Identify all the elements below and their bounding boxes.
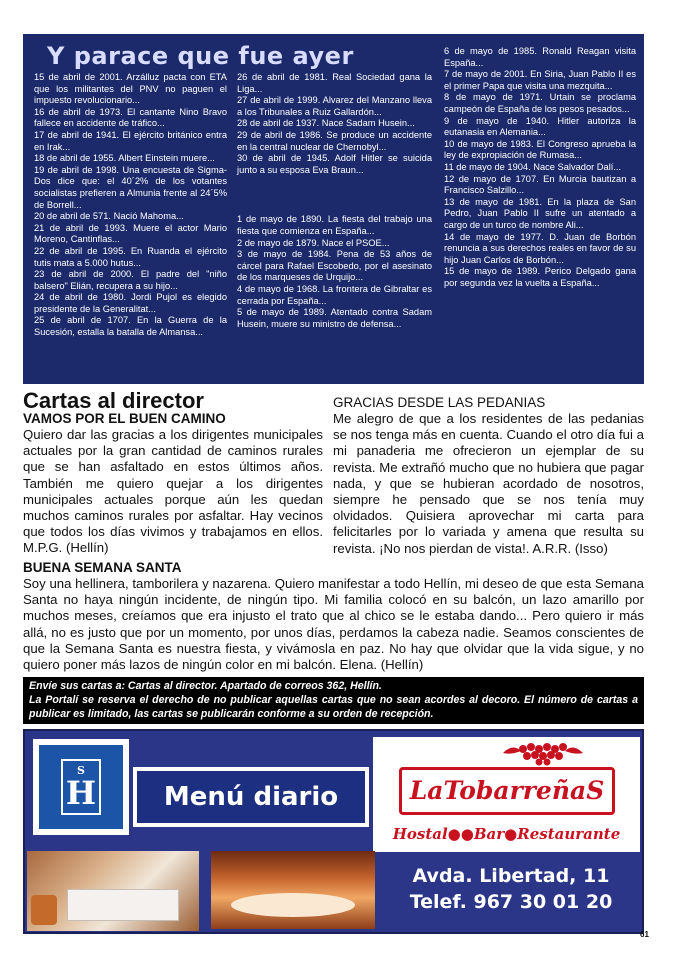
ayer-entry: 12 de mayo de 1707. En Murcia bautizan a Francisco Salzillo...	[444, 173, 636, 196]
ayer-entry: 27 de abril de 1999. Alvarez del Manzano lleva a los Tribunales a Ruiz Gallardón...	[237, 95, 432, 117]
ayer-entry: 13 de mayo de 1981. En la plaza de San Pedro, Juan Pablo II sufre un atentado a cargo de un turco de nombre Ali...	[444, 196, 636, 230]
ayer-column-1	[34, 72, 227, 339]
advertisement	[23, 729, 644, 934]
hostal-sign-background	[39, 745, 123, 829]
ayer-entry: 17 de abril de 1941. El ejército británico entra en Irak...	[34, 129, 227, 152]
ayer-entry: 10 de mayo de 1983. El Congreso aprueba la ley de expropiación de Rumasa...	[444, 138, 636, 161]
letter-2-heading: GRACIAS DESDE LAS PEDANIAS	[333, 395, 546, 410]
bed-shape	[67, 889, 179, 921]
business-type: Hostal●●Bar●Restaurante	[392, 825, 621, 843]
ayer-entry: 11 de mayo de 1904. Nace Salvador Dalí...	[444, 161, 622, 172]
restaurant-logo	[373, 737, 640, 852]
ayer-entry: 14 de mayo de 1977. D. Juan de Borbón renuncia a sus derechos reales en favor de su hijo Juan Carlos de Borbón...	[444, 231, 636, 265]
letter-3	[23, 560, 644, 673]
ayer-section	[23, 34, 644, 384]
ayer-entry: 20 de abril de 571. Nació Mahoma...	[34, 211, 184, 222]
letter-3-heading: BUENA SEMANA SANTA	[23, 560, 182, 575]
menu-label: Menú diario	[137, 771, 365, 823]
cartas-title: Cartas al director	[23, 388, 204, 413]
ayer-column-3	[444, 46, 636, 289]
hostal-sign-s: S	[77, 764, 85, 777]
ayer-entry: 8 de mayo de 1971. Urtain se proclama campeón de España de los pesos pesados...	[444, 92, 636, 114]
menu-banner	[133, 767, 369, 827]
contact-info	[383, 863, 639, 915]
table-shape	[231, 893, 355, 917]
ayer-entry: 28 de abril de 1937. Nace Sadam Husein...	[237, 118, 415, 129]
grapes-icon	[493, 741, 593, 767]
letter-3-body: Soy una hellinera, tamborilera y nazarena. Quiero manifestar a todo Hellín, mi deseo de que esta Semana Santa no haya ningún incidente, de ningún tipo. Mi familia colocó en su balcón, un lazo amarillo por muchos meses, creíamos que era injusto el trato que al chico se le estaba dando... Pero quiero ir más allá, no es justo que por un momento, por unos días, perdamos la cabeza nadie. Seamos conscientes de que la Semana Santa es nuestra fiesta, y vivámosla en paz. No hay que olvidar que la vida sigue, y no quiero poner más lazos de ningún color en mi balcón. Elena. (Hellín)	[23, 576, 644, 673]
ayer-entry: 29 de abril de 1986. Se produce un accidente en la central nuclear de Chernobyl...	[237, 129, 432, 152]
hostal-sign-frame	[61, 759, 101, 815]
letter-1-heading: VAMOS POR EL BUEN CAMINO	[23, 411, 226, 426]
ayer-entry: 15 de abril de 2001. Arzálluz pacta con ETA que los militantes del PNV no paguen el impuesto revolucionario...	[34, 72, 227, 106]
letters-section	[23, 389, 644, 675]
letter-2-body: Me alegro de que a los residentes de las pedanias se nos tenga más en cuenta. Cuando el otro día fui a mi panaderia me ofrecieron un ejemplar de su revista. Me extrañó mucho que no hubiera que pagar nada, y que se hubieran acordado de nosotros, siempre he pensado que se nos tenía muy olvidados. Quisiera aprovechar mi carta para felicitarles por lo variada y amena que resulta su revista. ¡No nos pierdan de vista!. A.R.R. (Isso)	[333, 411, 644, 556]
ayer-entry: 18 de abril de 1955. Albert Einstein muere...	[34, 153, 215, 164]
phone: Telef. 967 30 01 20	[409, 891, 613, 913]
ayer-entry: 19 de abril de 1998. Una encuesta de Sigma-Dos dice que: el 40´2% de los votantes socialistas prefieren a Almunia frente al 24´5% de Borrell...	[34, 164, 227, 210]
address: Avda. Libertad, 11	[412, 865, 610, 887]
page-number: 61	[640, 930, 649, 939]
notice-address: Envíe sus cartas a: Cartas al director. Apartado de correos 362, Hellín.	[29, 680, 382, 692]
ayer-entry: 9 de mayo de 1940. Hitler autoriza la eutanasia en Alemania...	[444, 115, 636, 138]
notice-policy: La Portalí se reserva el derecho de no publicar aquellas cartas que no sean acordes al decoro. El número de cartas a publicar es limitado, las cartas se publicarán conforme a su orden de recepción.	[29, 694, 638, 720]
hostal-sign-h: H	[65, 774, 97, 812]
ayer-entry: 5 de mayo de 1989. Atentado contra Sadam Husein, muere su ministro de defensa...	[237, 307, 432, 329]
column-spacer	[237, 176, 432, 214]
brand-banner	[399, 767, 615, 815]
letter-1-body: Quiero dar las gracias a los dirigentes municipales actuales por la gran cantidad de caminos rurales que se han asfaltado en estos últimos años. También me quiero quejar a los dirigentes municipales actuales porque aún les quedan muchos caminos rurales por asfaltar. Hay vecinos que todos los días vivimos y trabajamos en ellos. M.P.G. (Hellín)	[23, 427, 323, 556]
ayer-entry: 6 de mayo de 1985. Ronald Reagan visita España...	[444, 46, 636, 68]
letter-1	[23, 411, 323, 557]
ayer-entry: 16 de abril de 1973. El cantante Nino Bravo fallece en accidente de tráfico...	[34, 106, 227, 129]
ayer-title: Y parace que fue ayer	[47, 42, 354, 70]
ayer-entry: 3 de mayo de 1984. Pena de 53 años de cárcel para Rafael Escobedo, por el asesinato de los marqueses de Urquijo...	[237, 249, 432, 283]
ayer-entry: 22 de abril de 1995. En Ruanda el ejército tutis mata a 5.000 hutus...	[34, 245, 227, 268]
ayer-entry: 2 de mayo de 1879. Nace el PSOE...	[237, 237, 390, 248]
room-photo	[27, 851, 199, 931]
ayer-entry: 21 de abril de 1993. Muere el actor Mario Moreno, Cantinflas...	[34, 222, 227, 245]
hostal-sign-icon	[33, 739, 129, 835]
ayer-entry: 4 de mayo de 1968. La frontera de Gibraltar es cerrada por España...	[237, 283, 432, 306]
ayer-entry: 7 de mayo de 2001. En Siria, Juan Pablo II es el primer Papa que visita una mezquita...	[444, 69, 636, 91]
dining-room-photo	[211, 851, 375, 929]
brand-name: LaTobarreñaS	[409, 776, 605, 805]
ayer-entry: 23 de abril de 2000. El padre del "niño balsero" Elián, recupera a su hijo...	[34, 269, 227, 291]
ayer-entry: 1 de mayo de 1890. La fiesta del trabajo una fiesta que comienza en España...	[237, 214, 432, 236]
letter-2	[333, 395, 644, 557]
ayer-entry: 30 de abril de 1945. Adolf Hitler se suicida junto a su esposa Eva Braun...	[237, 153, 432, 175]
ayer-entry: 25 de abril de 1707. En la Guerra de la Sucesión, estalla la batalla de Almansa...	[34, 315, 227, 338]
ayer-entry: 26 de abril de 1981. Real Sociedad gana la Liga...	[237, 72, 432, 94]
ayer-column-2	[237, 72, 432, 330]
ayer-entry: 24 de abril de 1980. Jordi Pujol es elegido presidente de la Generalitat...	[34, 292, 227, 314]
ayer-entry: 15 de mayo de 1989. Perico Delgado gana por segunda vez la vuelta a España...	[444, 266, 636, 288]
submission-notice	[23, 677, 644, 724]
chair-shape	[31, 895, 57, 925]
